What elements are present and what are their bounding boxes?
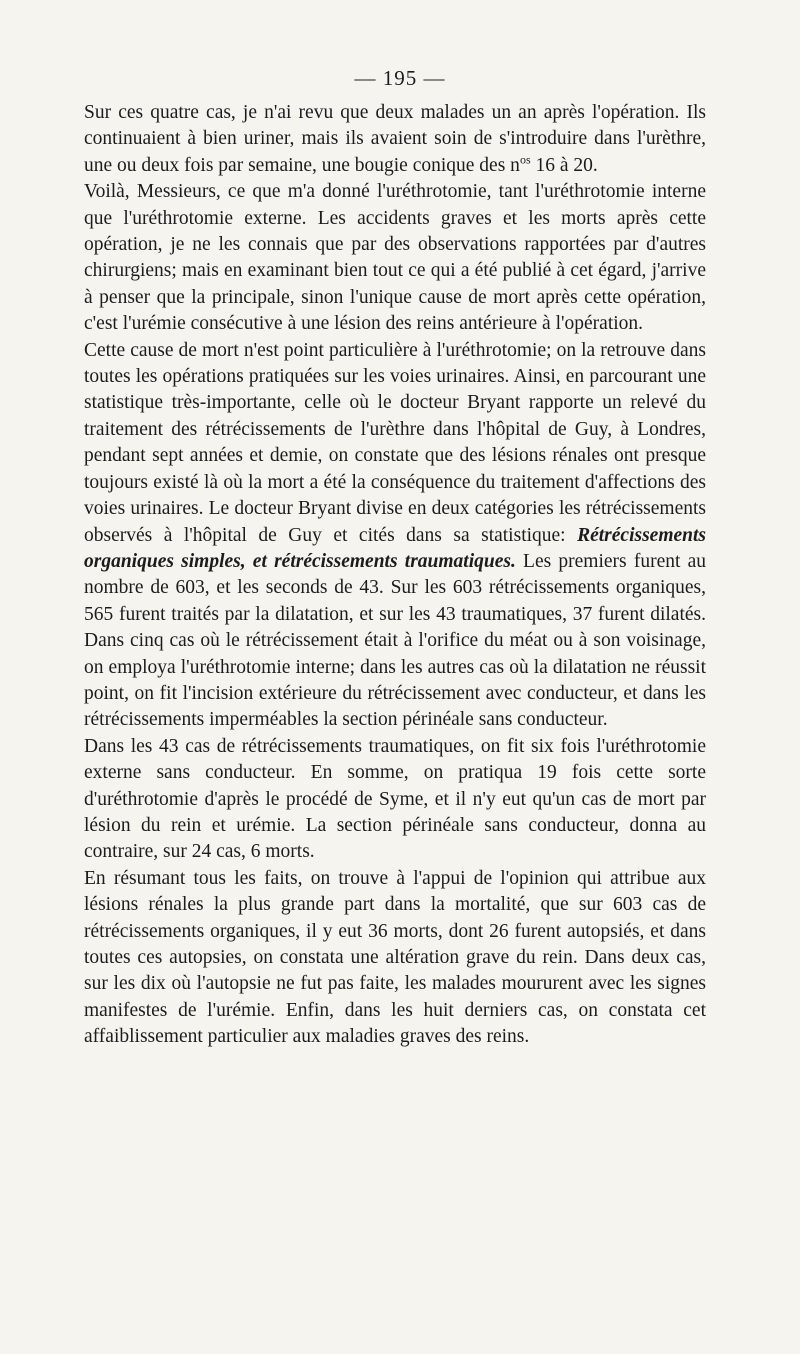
page-number: — 195 — xyxy=(354,66,446,90)
paragraph-2: Voilà, Messieurs, ce que m'a donné l'uréthrotomie, tant l'uréthrotomie interne que l'uréthrotomie externe. Les accidents graves et les morts après cette opération, je ne les connais que par des observations rapportées par d'autres chirurgiens; mais en examinant bien tout ce qui a été publié à cet égard, j'arrive à penser que la principale, sinon l'unique cause de mort après cette opération, c'est l'urémie consécutive à une lésion des reins antérieure à l'opération. xyxy=(84,181,706,335)
paragraph-3 xyxy=(84,338,706,734)
paragraph-3-emphasis: Rétrécissements organiques simples, et rétrécissements traumatiques. xyxy=(84,524,706,572)
body-text xyxy=(84,100,706,1051)
paragraph-5: En résumant tous les faits, on trouve à l'appui de l'opinion qui attribue aux lésions rénales la plus grande part dans la mortalité, que sur 603 cas de rétrécissements organiques, il y eut 36 morts, dont 26 furent autopsiés, et dans toutes ces autopsies, on constata une altération grave du rein. Dans deux cas, sur les dix où l'autopsie ne fut pas faite, les malades moururent avec les signes manifestes de l'urémie. Enfin, dans les huit derniers cas, on constata cet affaiblissement particulier aux maladies graves des reins. xyxy=(84,867,706,1048)
paragraph-3-text-end: Les premiers furent au nombre de 603, et les seconds de 43. Sur les 603 rétrécissements organiques, 565 furent traités par la dilatation, et sur les 43 traumatiques, 37 furent dilatés. Dans cinq cas où le rétrécissement était à l'orifice du méat ou à son voisinage, on employa l'uréthrotomie interne; dans les autres cas où la dilatation ne réussit point, on fit l'incision extérieure du rétrécissement avec conducteur, et dans les rétrécissements imperméables la section périnéale sans conducteur. xyxy=(84,550,706,731)
paragraph-4: Dans les 43 cas de rétrécissements traumatiques, on fit six fois l'uréthrotomie externe sans conducteur. En somme, on pratiqua 19 fois cette sorte d'uréthrotomie d'après le procédé de Syme, et il n'y eut qu'un cas de mort par lésion du rein et urémie. La section périnéale sans conducteur, donna au contraire, sur 24 cas, 6 morts. xyxy=(84,735,706,863)
paragraph-1-text-end: 16 à 20. xyxy=(530,154,598,176)
superscript-numero: os xyxy=(519,152,531,167)
paragraph-1-text: Sur ces quatre cas, je n'ai revu que deux malades un an après l'opération. Ils continuaient à bien uriner, mais ils avaient soin de s'introduire dans l'urèthre, une ou deux fois par semaine, une bougie conique des n xyxy=(84,102,706,176)
paragraph-3-text: Cette cause de mort n'est point particulière à l'uréthrotomie; on la retrouve dans toutes les opérations pratiquées sur les voies urinaires. Ainsi, en parcourant une statistique très-importante, celle où le docteur Bryant rapporte un relevé du traitement des rétrécissements de l'urèthre dans l'hôpital de Guy, à Londres, pendant sept années et demie, on constate que des lésions rénales ont presque toujours existé là où la mort a été la conséquence du traitement d'affections des voies urinaires. Le docteur Bryant divise en deux catégories les rétrécissements observés à l'hôpital de Guy et cités dans sa statistique: xyxy=(84,339,706,546)
paragraph-1 xyxy=(84,100,706,179)
